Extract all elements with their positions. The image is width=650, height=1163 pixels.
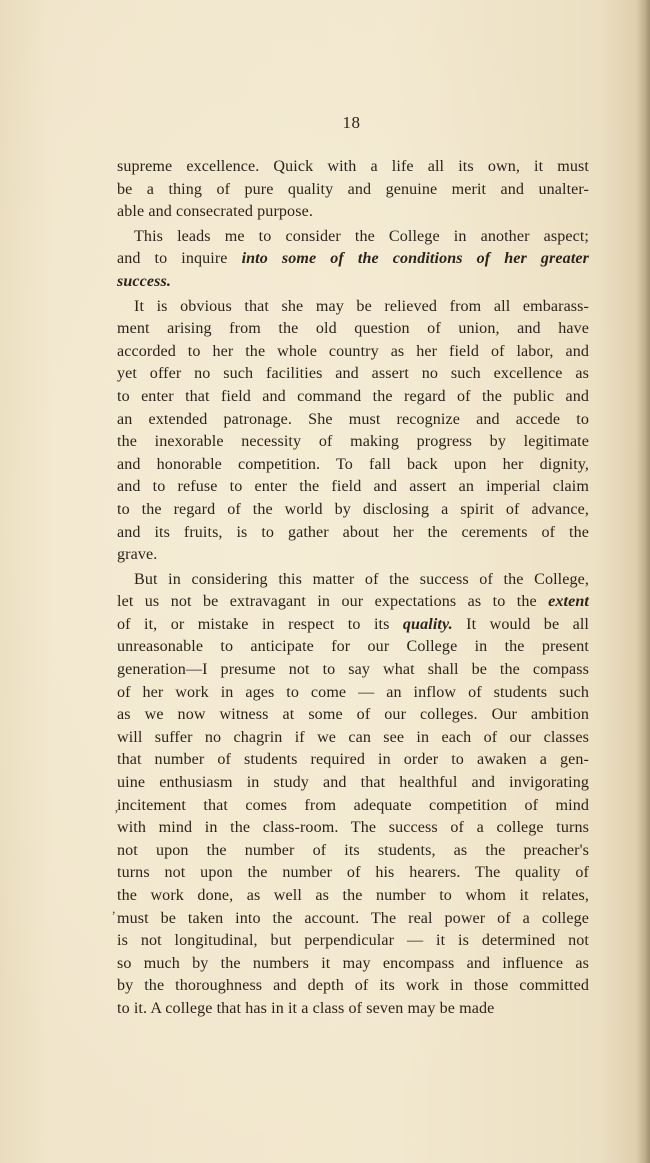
text-line bbox=[117, 682, 589, 705]
text-line bbox=[117, 772, 589, 795]
text-line bbox=[117, 409, 589, 432]
text-run: But in considering this matter of the success of the College, bbox=[134, 570, 589, 588]
text-run: It is obvious that she may be relieved from all embarass- bbox=[134, 297, 589, 315]
paragraph bbox=[117, 569, 589, 1021]
text-line bbox=[117, 476, 589, 499]
text-run: by the thoroughness and depth of its work in those committed bbox=[117, 977, 589, 995]
text-run: an extended patronage. She must recognize and accede to bbox=[117, 410, 589, 428]
text-run: the work done, as well as the number to whom it relates, bbox=[117, 887, 589, 904]
text-run: and its fruits, is to gather about her the cerements of the bbox=[117, 523, 589, 541]
text-line bbox=[117, 998, 589, 1021]
text-run: not upon the number of its students, as the preacher's bbox=[117, 841, 589, 859]
text-line bbox=[117, 271, 589, 294]
text-run: as we now witness at some of our colleges. Our ambition bbox=[117, 706, 589, 724]
text-run: supreme excellence. Quick with a life all its own, it must bbox=[117, 158, 589, 175]
text-run: must be taken into the account. The real power of a college bbox=[117, 909, 589, 927]
text-line bbox=[117, 885, 589, 908]
text-line bbox=[117, 727, 589, 750]
text-line bbox=[117, 862, 589, 885]
text-line bbox=[117, 614, 589, 637]
text-run: grave. bbox=[117, 546, 158, 564]
text-line bbox=[117, 363, 589, 386]
page-number: 18 bbox=[342, 113, 361, 132]
text-run: and to inquire bbox=[117, 250, 242, 268]
paragraph bbox=[117, 156, 589, 224]
text-run: let us not be extravagant in our expectations as to the bbox=[117, 593, 549, 611]
page-edge-shadow bbox=[636, 0, 650, 1163]
text-line bbox=[117, 975, 589, 998]
emphasized-text-run: extent bbox=[548, 593, 589, 611]
text-line bbox=[117, 930, 589, 953]
text-line bbox=[117, 454, 589, 477]
text-run: to enter that field and command the regard of the public and bbox=[117, 387, 589, 405]
text-run: is not longitudinal, but perpendicular — it is determined not bbox=[117, 932, 589, 950]
text-line bbox=[117, 386, 589, 409]
text-line bbox=[117, 659, 589, 682]
text-line bbox=[117, 908, 589, 931]
paragraph bbox=[117, 226, 589, 294]
text-run: ment arising from the old question of union, and have bbox=[117, 320, 589, 338]
text-line bbox=[117, 201, 589, 224]
body-text bbox=[117, 156, 589, 1021]
text-run: yet offer no such facilities and assert no such excellence as bbox=[117, 365, 589, 383]
text-line bbox=[117, 341, 589, 364]
text-line bbox=[117, 248, 589, 271]
text-line bbox=[117, 591, 589, 614]
text-run: to it. A college that has in it a class of seven may be made bbox=[117, 999, 495, 1017]
text-run: generation—I presume not to say what shall be the compass bbox=[117, 661, 589, 679]
text-line bbox=[117, 179, 589, 202]
text-line bbox=[117, 318, 589, 341]
text-run: be a thing of pure quality and genuine merit and unalter- bbox=[117, 180, 589, 198]
text-run: This leads me to consider the College in another aspect; bbox=[134, 227, 589, 245]
margin-tick-mark: ’ bbox=[114, 808, 119, 823]
text-run: that number of students required in order to awaken a gen- bbox=[117, 751, 589, 769]
text-run: and to refuse to enter the field and assert an imperial claim bbox=[117, 478, 589, 496]
text-run: It would be all bbox=[452, 615, 589, 633]
text-run: will suffer no chagrin if we can see in each of our classes bbox=[117, 728, 589, 746]
text-line bbox=[117, 296, 589, 319]
text-run: of it, or mistake in respect to its bbox=[117, 615, 403, 633]
text-line bbox=[117, 749, 589, 772]
text-line bbox=[117, 953, 589, 976]
text-run: accorded to her the whole country as her field of labor, and bbox=[117, 342, 589, 360]
text-run: able and consecrated purpose. bbox=[117, 203, 313, 221]
text-line bbox=[117, 569, 589, 592]
text-run: uine enthusiasm in study and that healthful and invigorating bbox=[117, 774, 589, 792]
text-line bbox=[117, 544, 589, 567]
text-run: incitement that comes from adequate competition of mind bbox=[117, 796, 589, 814]
emphasized-text-run: success. bbox=[117, 272, 171, 290]
text-run: with mind in the class-room. The success of a college turns bbox=[117, 819, 589, 837]
paragraph bbox=[117, 296, 589, 567]
text-line bbox=[117, 522, 589, 545]
text-line bbox=[117, 156, 589, 179]
text-run: and honorable competition. To fall back upon her dignity, bbox=[117, 455, 589, 473]
text-run: of her work in ages to come — an inflow of students such bbox=[117, 683, 589, 701]
emphasized-text-run: quality. bbox=[402, 615, 453, 633]
emphasized-text-run: into some of the conditions of her greater bbox=[241, 250, 589, 268]
text-run: turns not upon the number of his hearers. The quality of bbox=[117, 864, 589, 882]
text-run: so much by the numbers it may encompass and influence as bbox=[117, 954, 589, 972]
text-line bbox=[117, 840, 589, 863]
text-line bbox=[117, 226, 589, 249]
text-line bbox=[117, 636, 589, 659]
text-line bbox=[117, 795, 589, 818]
text-run: to the regard of the world by disclosing a spirit of advance, bbox=[117, 500, 589, 518]
margin-tick-mark: , bbox=[112, 902, 116, 917]
text-line bbox=[117, 817, 589, 840]
text-line bbox=[117, 431, 589, 454]
text-run: unreasonable to anticipate for our College in the present bbox=[117, 638, 589, 656]
text-line bbox=[117, 499, 589, 522]
text-run: the inexorable necessity of making progress by legitimate bbox=[117, 433, 589, 451]
text-line bbox=[117, 704, 589, 727]
